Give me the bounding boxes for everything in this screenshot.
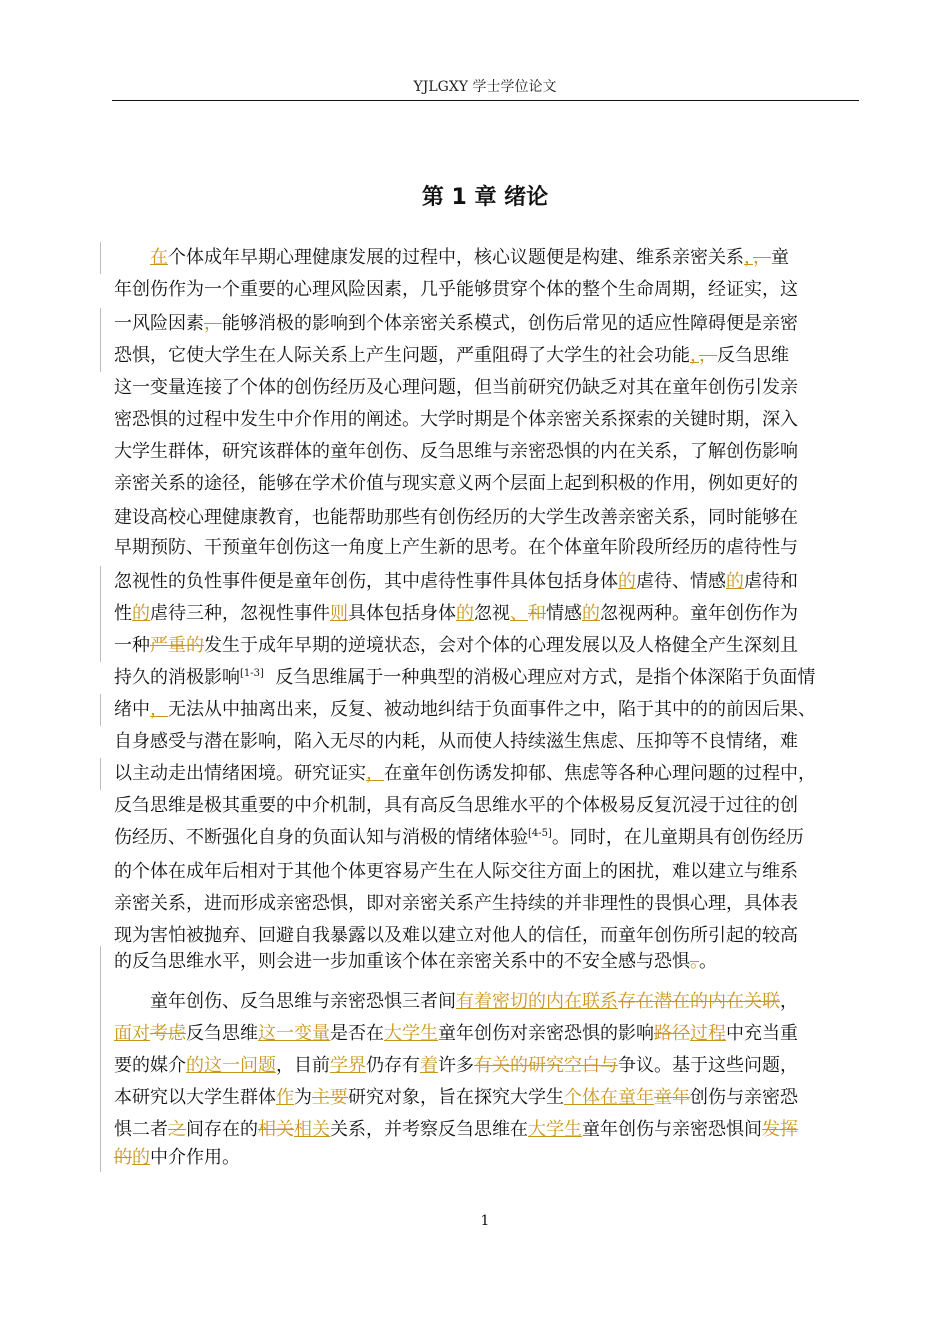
text-run: 本研究以大学生群体: [114, 1087, 276, 1108]
inserted-text: 大学生: [528, 1119, 582, 1140]
deleted-text: 童年: [654, 1087, 690, 1108]
deleted-text: 有关的研究空白与: [474, 1055, 618, 1076]
text-line: [114, 726, 798, 758]
deleted-text: 存在潜在的内在关联: [618, 991, 780, 1012]
inserted-text: 相关: [294, 1119, 330, 1140]
text-run: 自身感受与潜在影响，陷入无尽的内耗，从而使人持续滋生焦虑、压抑等不良情绪，难: [114, 731, 798, 752]
citation: [1-3]: [240, 668, 264, 679]
text-run: 性: [114, 603, 132, 624]
text-run: 虐待、情感: [636, 571, 726, 592]
text-run: 仍存有: [366, 1055, 420, 1076]
deleted-text: 考虑: [150, 1023, 186, 1044]
text-run: 无法从中抽离出来，反复、被动地纠结于负面事件之中，陷于其中的的前因后果、: [168, 699, 816, 720]
page-number: 1: [480, 1213, 490, 1229]
inserted-text: ，: [690, 345, 699, 366]
text-line: [114, 308, 798, 340]
text-run: 中介作用。: [150, 1147, 240, 1168]
text-run: 伤经历、不断强化自身的负面认知与消极的情绪体验: [114, 827, 528, 848]
text-run: 亲密关系的途径，能够在学术价值与现实意义两个层面上起到积极的作用，例如更好的: [114, 473, 798, 494]
text-run: 要的媒介: [114, 1055, 186, 1076]
deleted-text: 路径: [654, 1023, 690, 1044]
text-line: [114, 694, 816, 726]
text-line: [114, 986, 798, 1018]
text-run: 恐惧，它使大学生在人际关系上产生问题，严重阻碍了大学生的社会功能: [114, 345, 690, 366]
text-run: 能够消极的影响到个体亲密关系模式，创伤后常见的适应性障碍便是亲密: [222, 313, 798, 334]
text-run: 的反刍思维水平，则会进一步加重该个体在亲密关系中的不安全感与恐惧: [114, 951, 690, 972]
text-line: [114, 946, 717, 978]
text-line: [114, 1018, 798, 1050]
text-line: [114, 888, 798, 920]
text-run: 虐待三种，忽视性事件: [150, 603, 330, 624]
text-run: 间存在的: [186, 1119, 258, 1140]
text-run: 这一变量连接了个体的创伤经历及心理问题，但当前研究仍缺乏对其在童年创伤引发亲: [114, 377, 798, 398]
deleted-text: 发挥: [762, 1119, 798, 1140]
text-run: 发生于成年早期的逆境状态，会对个体的心理发展以及人格健全产生深刻且: [204, 635, 798, 656]
text-run: 建设高校心理健康教育，也能帮助那些有创伤经历的大学生改善亲密关系，同时能够在: [114, 507, 798, 528]
text-run: 情感: [546, 603, 582, 624]
deleted-text: 相关: [258, 1119, 294, 1140]
text-line: [114, 662, 815, 694]
deleted-text: ，: [753, 247, 771, 268]
inserted-text: ，: [150, 699, 168, 720]
deleted-text: ，: [204, 313, 222, 334]
text-line: [114, 1050, 798, 1082]
text-run: 研究对象，旨在探究大学生: [348, 1087, 564, 1108]
inserted-text: 作: [276, 1087, 294, 1108]
text-run: 为: [294, 1087, 312, 1108]
text-run: 早期预防、干预童年创伤这一角度上产生新的思考。在个体童年阶段所经历的虐待性与: [114, 537, 798, 558]
text-run: 童年创伤与亲密恐惧间: [582, 1119, 762, 1140]
text-run: 持久的消极影响: [114, 667, 240, 688]
change-bar: [100, 694, 101, 726]
inserted-text: 在: [150, 247, 168, 268]
text-run: 是否在: [330, 1023, 384, 1044]
text-run: [114, 247, 150, 268]
text-line: [114, 274, 798, 306]
text-run: 年创伤作为一个重要的心理风险因素，几乎能够贯穿个体的整个生命周期，经证实，这: [114, 279, 798, 300]
text-run: 一种: [114, 635, 150, 656]
chapter-title: 第 1 章 绪论: [421, 185, 549, 210]
change-bar: [100, 630, 101, 662]
inserted-text: 学界: [330, 1055, 366, 1076]
text-run: 惧二者: [114, 1119, 168, 1140]
text-run: 童年创伤、反刍思维与亲密恐惧三者间: [114, 991, 456, 1012]
text-line: [114, 404, 798, 436]
text-run: 的个体在成年后相对于其他个体更容易产生在人际交往方面上的困扰，难以建立与维系: [114, 861, 798, 882]
inserted-text: 的: [132, 1147, 150, 1168]
text-run: 争议。基于这些问题，: [618, 1055, 798, 1076]
inserted-text: 的: [726, 571, 744, 592]
text-line: [114, 340, 789, 372]
text-run: 一风险因素: [114, 313, 204, 334]
text-line: [114, 468, 798, 500]
text-run: 创伤与亲密恐: [690, 1087, 798, 1108]
text-run: 亲密关系，进而形成亲密恐惧，即对亲密关系产生持续的并非理性的畏惧心理，具体表: [114, 893, 798, 914]
text-line: [114, 532, 798, 564]
text-line: [114, 566, 798, 598]
text-run: 忽视两种。童年创伤作为: [600, 603, 798, 624]
running-header: YJLGXY 学士学位论文: [413, 79, 557, 95]
text-run: 密恐惧的过程中发生中介作用的阐述。大学时期是个体亲密关系探索的关键时期，深入: [114, 409, 798, 430]
change-bar: [100, 946, 101, 1172]
text-run: 反刍思维是极其重要的中介机制，具有高反刍思维水平的个体极易反复沉浸于过往的创: [114, 795, 798, 816]
deleted-text: 之: [168, 1119, 186, 1140]
citation: [4-5]: [528, 828, 552, 839]
text-run: 童年创伤对亲密恐惧的影响: [438, 1023, 654, 1044]
inserted-text: 有着密切的内在联系: [456, 991, 618, 1012]
text-line: [114, 758, 816, 790]
text-run: ，: [780, 991, 798, 1012]
text-run: ，目前: [276, 1055, 330, 1076]
inserted-text: 大学生: [384, 1023, 438, 1044]
deleted-text: 的: [114, 1147, 132, 1168]
text-run: 虐待和: [744, 571, 798, 592]
text-run: 中充当重: [726, 1023, 798, 1044]
text-run: 关系，并考察反刍思维在: [330, 1119, 528, 1140]
header-rule: [112, 100, 859, 101]
text-line: [114, 856, 798, 888]
deleted-text: 。: [690, 951, 699, 972]
inserted-text: 、: [510, 603, 528, 624]
inserted-text: 个体在童年: [564, 1087, 654, 1108]
inserted-text: 的: [582, 603, 600, 624]
text-run: 许多: [438, 1055, 474, 1076]
inserted-text: 着: [420, 1055, 438, 1076]
inserted-text: 则: [330, 603, 348, 624]
inserted-text: 这一变量: [258, 1023, 330, 1044]
text-line: [114, 502, 798, 534]
inserted-text: ，: [366, 763, 384, 784]
text-run: 具体包括身体: [348, 603, 456, 624]
deleted-text: ，: [699, 345, 717, 366]
text-line: [114, 242, 789, 274]
deleted-text: 和: [528, 603, 546, 624]
text-run: 绪中: [114, 699, 150, 720]
inserted-text: 的: [456, 603, 474, 624]
text-run: 忽视性的负性事件便是童年创伤，其中虐待性事件具体包括身体: [114, 571, 618, 592]
change-bar: [100, 758, 101, 790]
inserted-text: 的: [132, 603, 150, 624]
text-line: [114, 822, 804, 854]
inserted-text: 的这一问题: [186, 1055, 276, 1076]
text-line: [114, 1142, 240, 1174]
text-run: 在童年创伤诱发抑郁、焦虑等各种心理问题的过程中，: [384, 763, 816, 784]
change-bar: [100, 566, 101, 630]
deleted-text: 主要: [312, 1087, 348, 1108]
text-run: 以主动走出情绪困境。研究证实: [114, 763, 366, 784]
change-bar: [100, 308, 101, 372]
text-run: 忽视: [474, 603, 510, 624]
text-run: 。: [699, 951, 717, 972]
text-run: 个体成年早期心理健康发展的过程中，核心议题便是构建、维系亲密关系: [168, 247, 744, 268]
text-run: 反刍思维: [717, 345, 789, 366]
text-line: [114, 630, 798, 662]
inserted-text: 过程: [690, 1023, 726, 1044]
text-run: 。同时，在儿童期具有创伤经历: [551, 827, 804, 848]
text-run: 童: [771, 247, 789, 268]
change-bar: [100, 242, 101, 274]
text-run: 大学生群体，研究该群体的童年创伤、反刍思维与亲密恐惧的内在关系，了解创伤影响: [114, 441, 798, 462]
text-line: [114, 1082, 798, 1114]
text-line: [114, 372, 798, 404]
text-line: [114, 598, 798, 630]
text-line: [114, 790, 798, 822]
deleted-text: 严重的: [150, 635, 204, 656]
text-run: 反刍思维: [186, 1023, 258, 1044]
inserted-text: ，: [744, 247, 753, 268]
text-line: [114, 436, 798, 468]
text-run: 现为害怕被抛弃、回避自我暴露以及难以建立对他人的信任，而童年创伤所引起的较高: [114, 925, 798, 946]
inserted-text: 的: [618, 571, 636, 592]
inserted-text: 面对: [114, 1023, 150, 1044]
text-run: 反刍思维属于一种典型的消极心理应对方式，是指个体深陷于负面情: [263, 667, 816, 688]
